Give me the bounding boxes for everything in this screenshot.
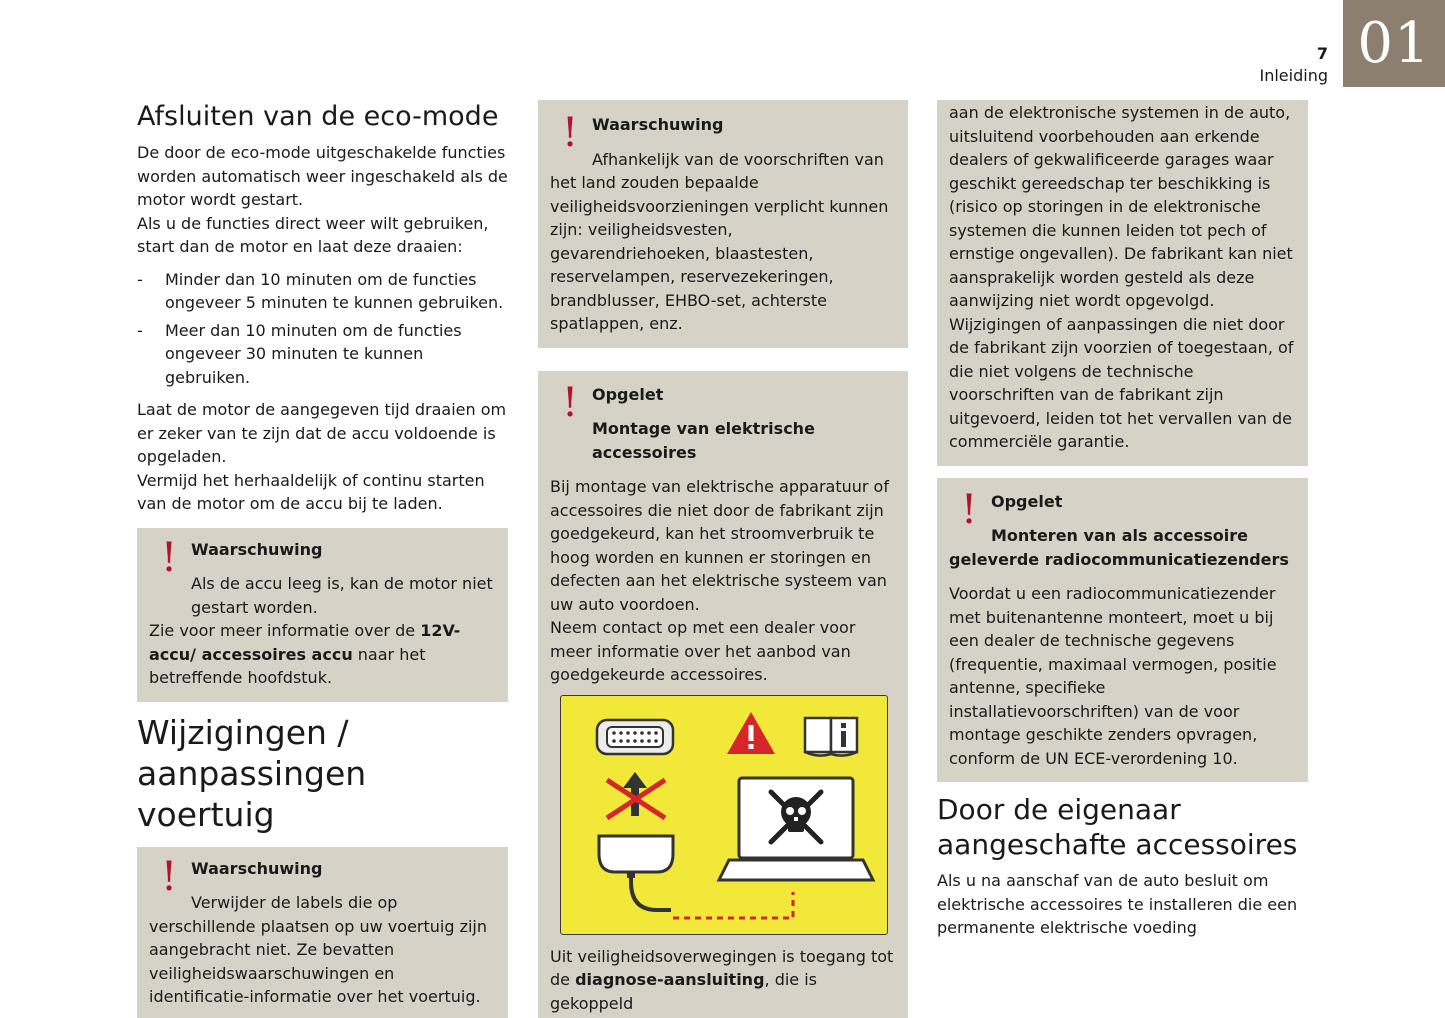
chapter-tab: 01 [1343, 0, 1445, 87]
column-1 [137, 100, 508, 1018]
warning-box-battery [137, 528, 508, 702]
page-number: 7 [1316, 44, 1328, 63]
diagnostic-warning-illustration [560, 695, 888, 935]
list-item: - Meer dan 10 minuten om de functies ongeveer 30 minuten te kunnen gebruiken. [137, 319, 508, 390]
warning-title: Waarschuwing [191, 539, 323, 559]
eco-mode-title: Afsluiten van de eco-mode [137, 101, 499, 132]
eco-paragraph-3: Laat de motor de aangegeven tijd draaien om er zeker van te zijn dat de accu voldoende is opgeladen. [137, 400, 507, 466]
caution-title: Opgelet [592, 384, 664, 404]
modifications-title: Wijzigingen / aanpassingen voertuig [137, 712, 367, 834]
warning-text: Afhankelijk van de voorschriften van het land zouden bepaalde veiligheidsvoorzieningen verplicht kunnen zijn: veiligheidsvesten, gevarendriehoeken, blaastesten, reservelampen, reservezekeringen, brandblusser, EHBO-set, achterste spatlappen, enz. [550, 149, 889, 333]
continued-box [937, 100, 1308, 466]
exclamation-icon: ! [161, 534, 178, 581]
diagnostic-plug-icon [599, 836, 673, 910]
list-item: - Minder dan 10 minuten om de functies ongeveer 5 minuten te kunnen gebruiken. [137, 268, 508, 315]
caution-text-1: Bij montage van elektrische apparatuur of accessoires die niet door de fabrikant zijn goedgekeurd, kan het stroomverbruik te hoog worden en kunnen er storingen en defecten aan het elektrische systeem van uw auto voordoen. [550, 477, 889, 614]
eco-paragraph-1: De door de eco-mode uitgeschakelde functies worden automatisch weer ingeschakeld als de motor wordt gestart. [137, 143, 508, 209]
warning-title: Waarschuwing [191, 858, 323, 878]
warning-text-reference: Zie voor meer informatie over de 12V-accu/ accessoires accu naar het betreffende hoofdstuk. [149, 621, 461, 687]
accessories-text: Als u na aanschaf van de auto besluit om elektrische accessoires te installeren die een permanente elektrische voeding [937, 871, 1298, 937]
laptop-skull-icon [719, 778, 873, 880]
obd-connector-icon [597, 720, 673, 754]
exclamation-icon: ! [562, 110, 579, 156]
eco-paragraph-2: Als u de functies direct weer wilt gebruiken, start dan de motor en laat deze draaien: [137, 213, 489, 256]
warning-text: Als de accu leeg is, kan de motor niet gestart worden. [191, 574, 493, 617]
no-connection-icon [607, 772, 665, 818]
caution-box-radio [937, 478, 1308, 783]
section-name: Inleiding [1259, 66, 1328, 85]
manual-info-icon [805, 718, 857, 756]
column-3 [937, 100, 1308, 940]
warning-box-labels [137, 847, 508, 1018]
caution-box-electrical [538, 371, 908, 1018]
caution-text: Voordat u een radiocommunicatiezender met buitenantenne monteert, moet u bij een dealer de technische gegevens (frequentie, maximaal vermogen, positie antenne, specifieke installatievoorschriften) van de voor montage geschikte zenders opvragen, conform de UN ECE-verordening 10. [949, 584, 1277, 768]
caution-title: Opgelet [991, 491, 1063, 511]
continued-text-2: Wijzigingen of aanpassingen die niet door de fabrikant zijn voorzien of toegestaan, of die niet volgens de technische voorschriften van de fabrikant zijn uitgevoerd, leiden tot het vervallen van de commerciële garantie. [949, 314, 1294, 451]
warning-title: Waarschuwing [592, 115, 724, 134]
continued-text-1: aan de elektronische systemen in de auto, uitsluitend voorbehouden aan erkende dealers of gekwalificeerde garages waar geschikt gereedschap ter beschikking is (risico op storingen in de elektronische systemen die kunnen leiden tot pech of ernstige ongevallen). De fabrikant kan niet aansprakelijk worden gesteld als deze aanwijzing niet wordt opgevolgd. [949, 103, 1293, 310]
warning-text: Verwijder de labels die op verschillende plaatsen op uw voertuig zijn aangebracht niet. Ze bevatten veiligheidswaarschuwingen en identificatie-informatie over het voertuig. [149, 893, 488, 1006]
exclamation-icon: ! [161, 853, 178, 900]
accessories-title: Door de eigenaar aangeschafte accessoires [937, 793, 1298, 861]
column-2 [538, 100, 908, 1018]
caution-subtitle: Monteren van als accessoire geleverde radiocommunicatiezenders [949, 526, 1289, 569]
warning-triangle-icon [727, 712, 775, 754]
eco-paragraph-4: Vermijd het herhaaldelijk of continu starten van de motor om de accu bij te laden. [137, 470, 485, 513]
caution-subtitle: Montage van elektrische accessoires [592, 419, 815, 462]
caution-text-3: Uit veiligheidsoverwegingen is toegang tot de diagnose-aansluiting, die is gekoppeld [550, 946, 894, 1013]
exclamation-icon: ! [961, 486, 978, 533]
eco-bullet-list [137, 268, 508, 390]
exclamation-icon: ! [562, 379, 579, 426]
caution-text-2: Neem contact op met een dealer voor meer informatie over het aanbod van goedgekeurde accessoires. [550, 618, 856, 684]
warning-box-equipment [538, 100, 908, 348]
